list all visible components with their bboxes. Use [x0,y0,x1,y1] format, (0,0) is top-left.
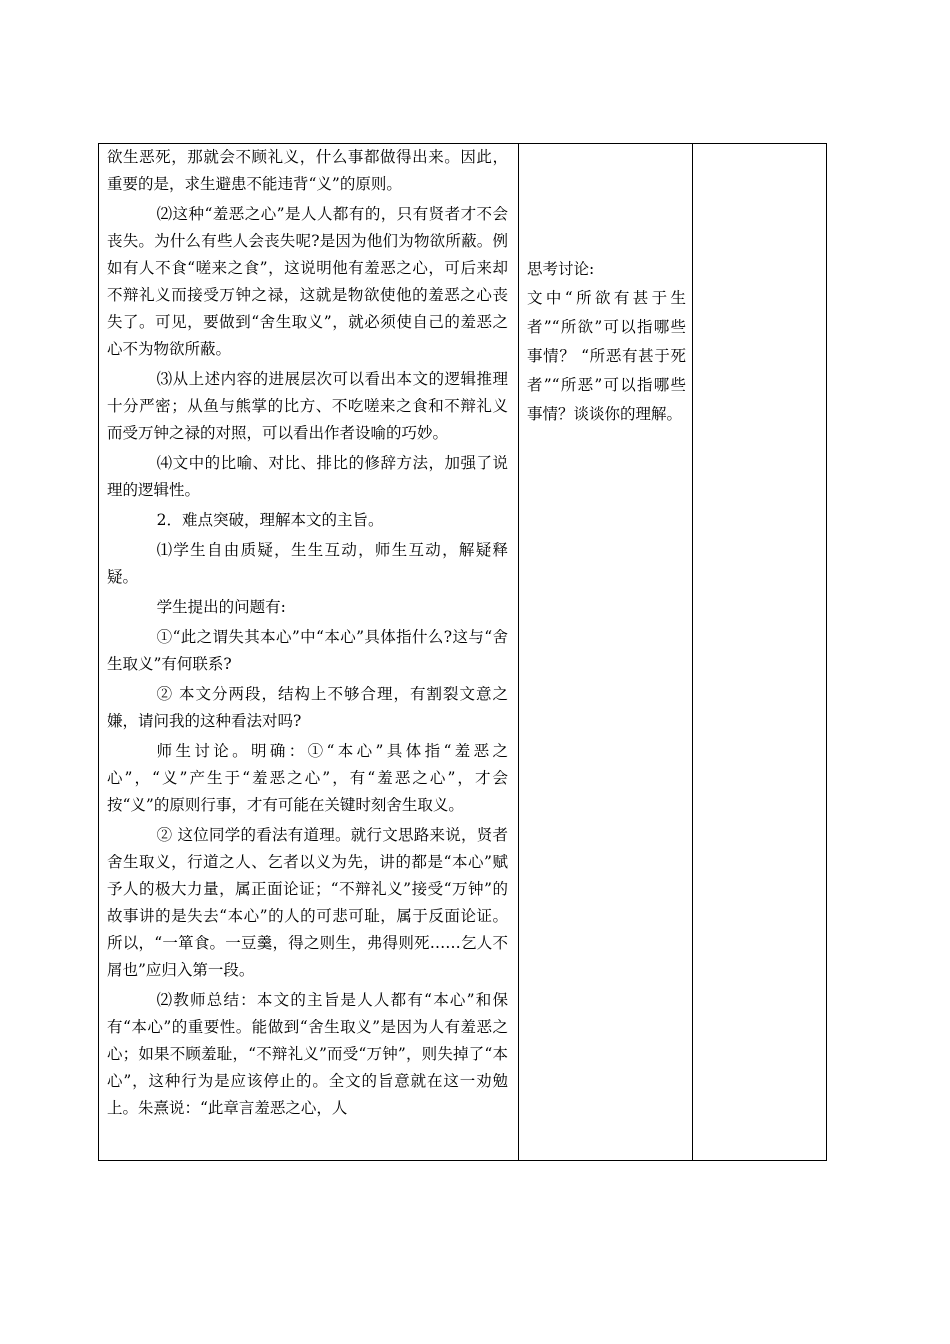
paragraph-questions-heading: 学生提出的问题有: [156,598,286,616]
paragraph-discussion-answer-1: 师生讨论。明确：①“本心”具体指“羞恶之心”，“义”产生于“羞恶之心”，有“羞恶之心”，才会按“义”的原则行事，才有可能在关键时刻舍生取义。 [107,742,508,814]
paragraph-point-2: ⑵这种“羞恶之心”是人人都有的，只有贤者才不会丧失。为什么有些人会丧失呢?是因为他们为物欲所蔽。例如有人不食“嗟来之食”，这说明他有羞恶之心，可后来却不辩礼义而接受万钟之禄，这就是物欲使他的羞恶之心丧失了。可见，要做到“舍生取义”，就必须使自己的羞恶之心不为物欲所蔽。 [107,205,508,358]
paragraph-point-3: ⑶从上述内容的进展层次可以看出本文的逻辑推理十分严密；从鱼与熊掌的比方、不吃嗟来之食和不辩礼义而受万钟之禄的对照，可以看出作者设喻的巧妙。 [107,370,508,442]
paragraph-point-4: ⑷文中的比喻、对比、排比的修辞方法，加强了说理的逻辑性。 [107,454,508,499]
paragraph-discussion-answer-2: ② 这位同学的看法有道理。就行文思路来说，贤者舍生取义，行道之人、乞者以义为先，讲的都是“本心”赋予人的极大力量，属正面论证；“不辩礼义”接受“万钟”的故事讲的是失去“本心”的人的可悲可耻，属于反面论证。所以，“一箪食。一豆羹，得之则生，弗得则死……乞人不屑也”应归入第一段。 [107,826,508,979]
paragraph-continuation: 欲生恶死，那就会不顾礼义，什么事都做得出来。因此，重要的是，求生避患不能违背“义”的原则。 [107,148,508,193]
discussion-label: 思考讨论: [527,260,595,278]
discussion-text: 文中“所欲有甚于生者”“所欲”可以指哪些事情？ “所恶有甚于死者”“所恶”可以指哪些事情？谈谈你的理解。 [527,289,686,423]
main-content-column [99,144,519,1160]
paragraph-question-1: ①“此之谓失其本心”中“本心”具体指什么?这与“舍生取义”有何联系? [107,628,508,673]
paragraph-teacher-summary: ⑵教师总结：本文的主旨是人人都有“本心”和保有“本心”的重要性。能做到“舍生取义”是因为人有羞恶之心；如果不顾羞耻，“不辩礼义”而受“万钟”，则失掉了“本心”，这种行为是应该停止的。全文的旨意就在这一劝勉上。朱熹说：“此章言羞恶之心，人 [107,991,508,1117]
paragraph-difficulty: 2．难点突破，理解本文的主旨。 [156,511,384,529]
discussion-column [519,144,693,1160]
notes-column [693,144,826,1160]
lesson-table [98,143,827,1161]
paragraph-question-2: ② 本文分两段，结构上不够合理，有割裂文意之嫌，请问我的这种看法对吗? [107,685,508,730]
paragraph-student-questions: ⑴学生自由质疑，生生互动，师生互动，解疑释疑。 [107,541,508,586]
